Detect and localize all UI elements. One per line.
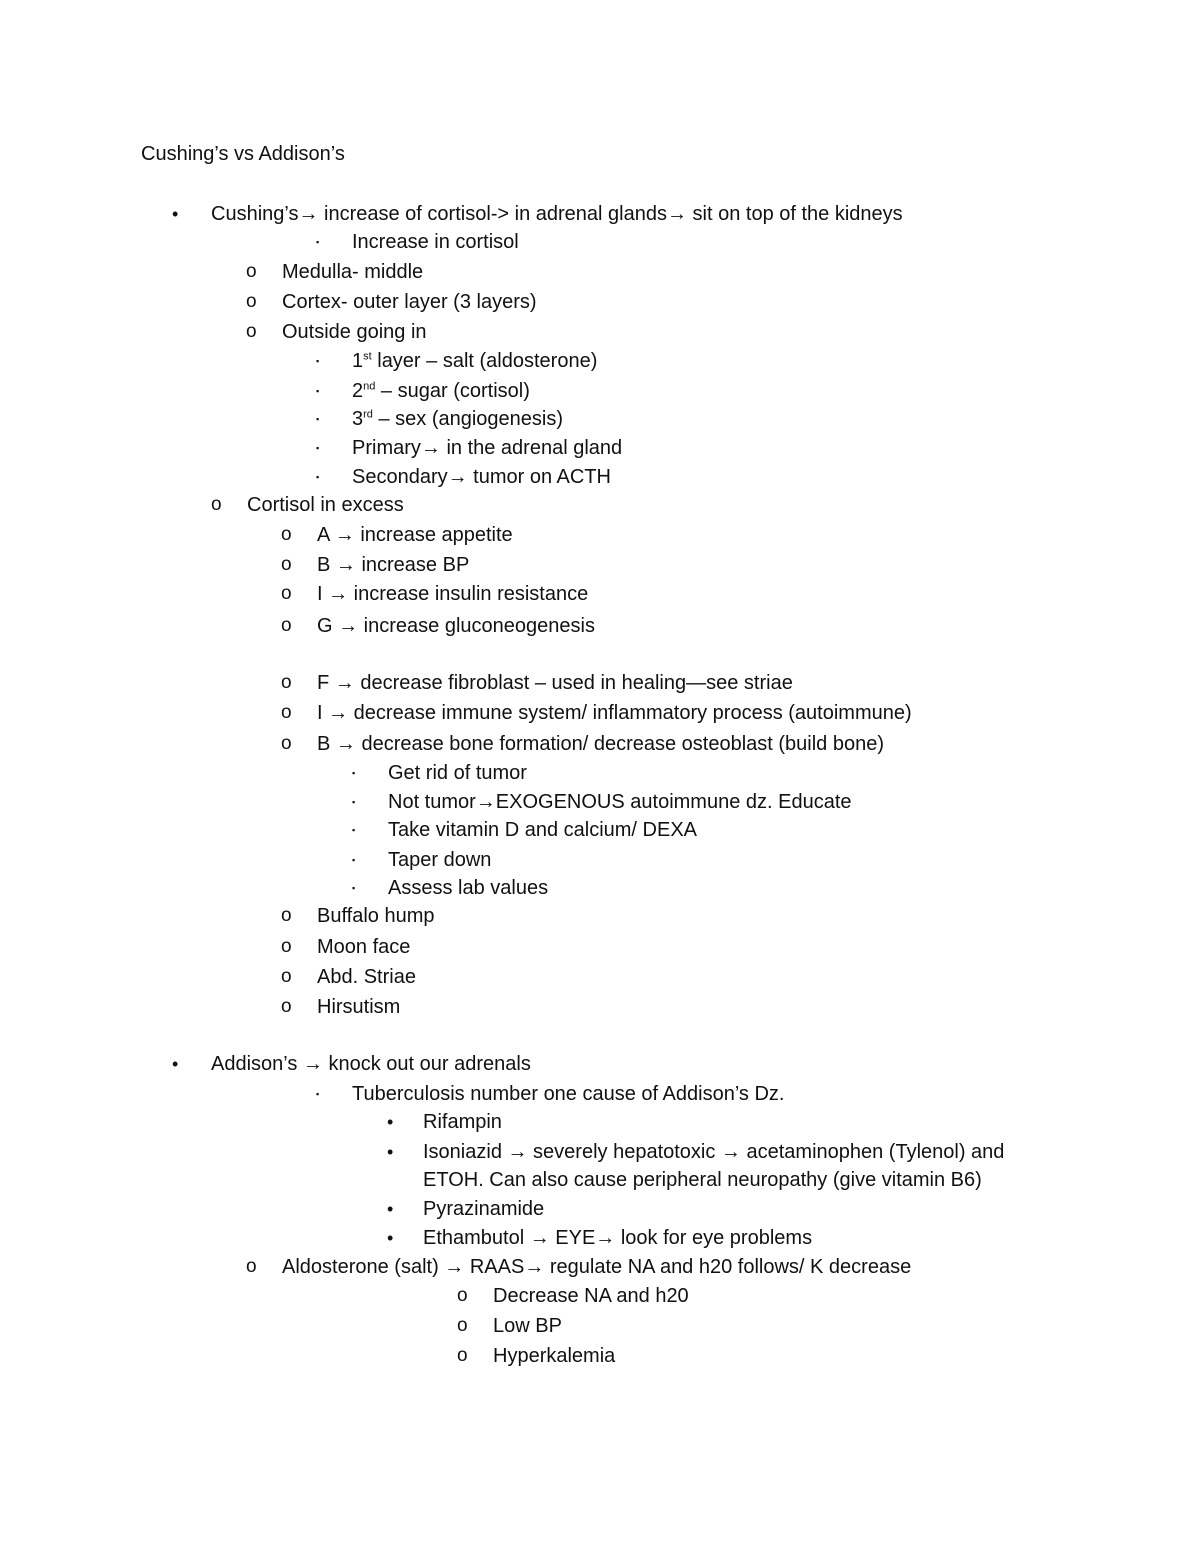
list-item-text: Decrease NA and h20 bbox=[493, 1285, 689, 1307]
circle-bullet-icon: o bbox=[457, 1345, 468, 1366]
list-item-text: Secondary→ tumor on ACTH bbox=[352, 466, 611, 488]
square-bullet-icon: ▪ bbox=[352, 855, 356, 865]
list-item bbox=[0, 933, 1200, 961]
list-item bbox=[0, 730, 1200, 758]
circle-bullet-icon: o bbox=[246, 291, 257, 312]
disc-bullet-icon: • bbox=[172, 204, 179, 224]
list-item bbox=[0, 874, 1200, 902]
circle-bullet-icon: o bbox=[281, 996, 292, 1017]
square-bullet-icon: ▪ bbox=[316, 443, 320, 453]
circle-bullet-icon: o bbox=[457, 1315, 468, 1336]
square-bullet-icon: ▪ bbox=[316, 1089, 320, 1099]
circle-bullet-icon: o bbox=[211, 494, 222, 515]
list-item-text: Outside going in bbox=[282, 321, 427, 343]
list-item bbox=[0, 1282, 1200, 1310]
circle-bullet-icon: o bbox=[281, 733, 292, 754]
list-item-text: Ethambutol → EYE→ look for eye problems bbox=[423, 1227, 813, 1249]
list-item-text: I → decrease immune system/ inflammatory process (autoimmune) bbox=[317, 702, 912, 724]
list-item bbox=[0, 699, 1200, 727]
list-item bbox=[0, 377, 1200, 405]
list-item-text: Buffalo hump bbox=[317, 905, 435, 927]
list-item-text: Isoniazid → severely hepatotoxic → acetaminophen (Tylenol) and bbox=[423, 1141, 1005, 1163]
page-title: Cushing’s vs Addison’s bbox=[141, 143, 345, 165]
list-item-text: Get rid of tumor bbox=[388, 762, 527, 784]
list-item bbox=[0, 1312, 1200, 1340]
list-item-text bbox=[352, 405, 563, 433]
circle-bullet-icon: o bbox=[246, 261, 257, 282]
circle-bullet-icon: o bbox=[281, 554, 292, 575]
list-item-text: Increase in cortisol bbox=[352, 231, 519, 253]
ordinal-number: 3 bbox=[352, 408, 364, 430]
list-item bbox=[0, 1108, 1200, 1136]
list-item-text: Not tumor→EXOGENOUS autoimmune dz. Educate bbox=[388, 791, 852, 813]
list-item-text: Pyrazinamide bbox=[423, 1198, 545, 1220]
circle-bullet-icon: o bbox=[281, 583, 292, 604]
list-item bbox=[0, 1253, 1200, 1281]
list-item bbox=[0, 1050, 1200, 1078]
list-item bbox=[0, 405, 1200, 433]
list-item-text: Take vitamin D and calcium/ DEXA bbox=[388, 819, 698, 841]
list-item-text: Tuberculosis number one cause of Addison’s Dz. bbox=[352, 1083, 785, 1105]
square-bullet-icon: ▪ bbox=[352, 768, 356, 778]
list-item bbox=[0, 434, 1200, 462]
list-item bbox=[0, 1342, 1200, 1370]
square-bullet-icon: ▪ bbox=[352, 825, 356, 835]
list-item bbox=[0, 816, 1200, 844]
list-item-text: Primary→ in the adrenal gland bbox=[352, 437, 623, 459]
disc-bullet-icon: • bbox=[172, 1054, 179, 1074]
list-item-text: I → increase insulin resistance bbox=[317, 583, 589, 605]
circle-bullet-icon: o bbox=[281, 672, 292, 693]
list-item-text: A → increase appetite bbox=[317, 524, 513, 546]
list-item-text: Aldosterone (salt) → RAAS→ regulate NA and h20 follows/ K decrease bbox=[282, 1256, 912, 1278]
list-item-text: Medulla- middle bbox=[282, 261, 424, 283]
list-item-text: Taper down bbox=[388, 849, 492, 871]
list-item bbox=[0, 993, 1200, 1021]
circle-bullet-icon: o bbox=[246, 321, 257, 342]
ordinal-number: 2 bbox=[352, 380, 364, 402]
list-item bbox=[0, 963, 1200, 991]
square-bullet-icon: ▪ bbox=[352, 883, 356, 893]
ordinal-number: 1 bbox=[352, 350, 364, 372]
list-item bbox=[0, 1224, 1200, 1252]
list-item bbox=[0, 288, 1200, 316]
square-bullet-icon: ▪ bbox=[316, 472, 320, 482]
circle-bullet-icon: o bbox=[246, 1256, 257, 1277]
circle-bullet-icon: o bbox=[281, 966, 292, 987]
disc-bullet-icon: • bbox=[387, 1112, 394, 1132]
list-item-text: Rifampin bbox=[423, 1111, 502, 1133]
list-item-rest: layer – salt (aldosterone) bbox=[371, 350, 598, 372]
square-bullet-icon: ▪ bbox=[352, 797, 356, 807]
list-item-text: Assess lab values bbox=[388, 877, 549, 899]
list-item-text: B → increase BP bbox=[317, 554, 470, 576]
list-item bbox=[0, 902, 1200, 930]
list-item bbox=[0, 1080, 1200, 1108]
list-item-text: Abd. Striae bbox=[317, 966, 416, 988]
list-item bbox=[0, 1166, 1200, 1194]
square-bullet-icon: ▪ bbox=[316, 414, 320, 424]
list-item bbox=[0, 1138, 1200, 1166]
list-item bbox=[0, 612, 1200, 640]
list-item-text bbox=[352, 377, 530, 405]
ordinal-suffix: nd bbox=[363, 380, 376, 393]
list-item-text: G → increase gluconeogenesis bbox=[317, 615, 595, 637]
list-item bbox=[0, 521, 1200, 549]
list-item-rest: – sugar (cortisol) bbox=[375, 380, 530, 402]
ordinal-suffix: rd bbox=[363, 408, 373, 421]
list-item bbox=[0, 491, 1200, 519]
list-item bbox=[0, 846, 1200, 874]
list-item bbox=[0, 1195, 1200, 1223]
list-item bbox=[0, 228, 1200, 256]
ordinal-suffix: st bbox=[363, 350, 372, 363]
list-item bbox=[0, 788, 1200, 816]
list-item-text: Addison’s → knock out our adrenals bbox=[211, 1053, 531, 1075]
circle-bullet-icon: o bbox=[281, 905, 292, 926]
list-item-text: Cushing’s→ increase of cortisol-> in adrenal glands→ sit on top of the kidneys bbox=[211, 203, 903, 225]
list-item-text: Moon face bbox=[317, 936, 411, 958]
list-item bbox=[0, 258, 1200, 286]
list-item-text: ETOH. Can also cause peripheral neuropathy (give vitamin B6) bbox=[423, 1169, 982, 1191]
list-item-text: Hirsutism bbox=[317, 996, 401, 1018]
square-bullet-icon: ▪ bbox=[316, 356, 320, 366]
circle-bullet-icon: o bbox=[281, 936, 292, 957]
list-item bbox=[0, 200, 1200, 228]
list-item bbox=[0, 347, 1200, 375]
list-item-rest: – sex (angiogenesis) bbox=[372, 408, 564, 430]
list-item-text: Low BP bbox=[493, 1315, 562, 1337]
disc-bullet-icon: • bbox=[387, 1142, 394, 1162]
circle-bullet-icon: o bbox=[281, 615, 292, 636]
list-item bbox=[0, 669, 1200, 697]
list-item bbox=[0, 463, 1200, 491]
circle-bullet-icon: o bbox=[281, 524, 292, 545]
list-item bbox=[0, 580, 1200, 608]
list-item bbox=[0, 551, 1200, 579]
square-bullet-icon: ▪ bbox=[316, 237, 320, 247]
square-bullet-icon: ▪ bbox=[316, 386, 320, 396]
list-item-text: F → decrease fibroblast – used in healing—see striae bbox=[317, 672, 793, 694]
list-item-text: B → decrease bone formation/ decrease osteoblast (build bone) bbox=[317, 733, 885, 755]
circle-bullet-icon: o bbox=[457, 1285, 468, 1306]
list-item-text: Cortisol in excess bbox=[247, 494, 404, 516]
disc-bullet-icon: • bbox=[387, 1228, 394, 1248]
list-item-text: Cortex- outer layer (3 layers) bbox=[282, 291, 537, 313]
disc-bullet-icon: • bbox=[387, 1199, 394, 1219]
circle-bullet-icon: o bbox=[281, 702, 292, 723]
list-item-text bbox=[352, 347, 597, 375]
list-item bbox=[0, 759, 1200, 787]
list-item bbox=[0, 318, 1200, 346]
list-item-text: Hyperkalemia bbox=[493, 1345, 616, 1367]
